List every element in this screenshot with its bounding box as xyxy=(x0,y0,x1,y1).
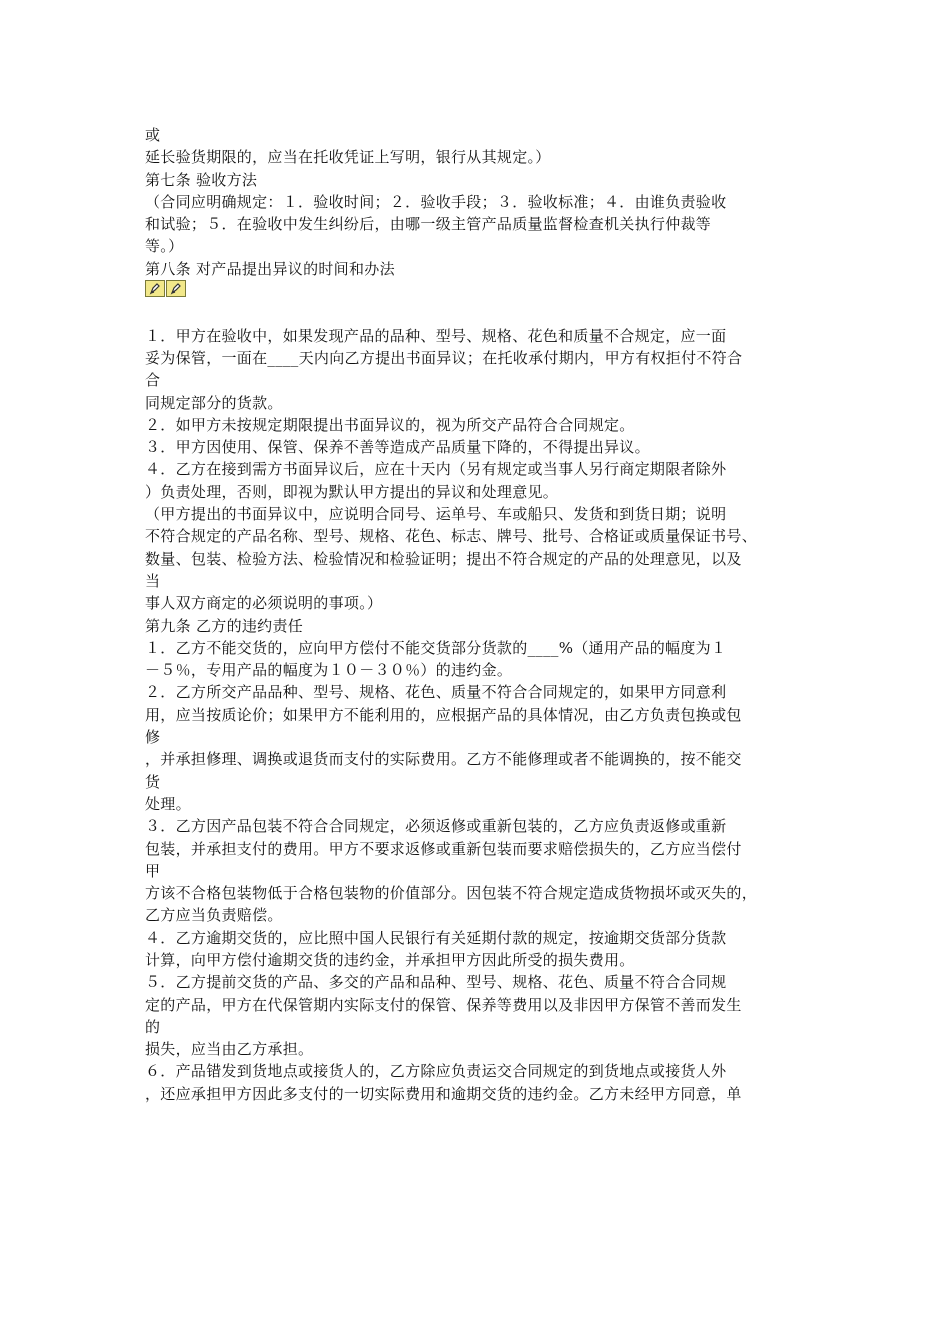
text-line: ２．如甲方未按规定期限提出书面异议的，视为所交产品符合合同规定。 xyxy=(145,415,635,434)
edit-icon[interactable] xyxy=(166,280,186,297)
text-line: 用，应当按质论价；如果甲方不能利用的，应根据产品的具体情况，由乙方负责包换或包 xyxy=(145,705,742,724)
text-line: ，还应承担甲方因此多支付的一切实际费用和逾期交货的违约金。乙方未经甲方同意，单 xyxy=(145,1084,742,1103)
text-line: 妥为保管，一面在____天内向乙方提出书面异议；在托收承付期内，甲方有权拒付不符合 xyxy=(145,348,743,367)
icon-row xyxy=(145,280,825,302)
text-line: 货 xyxy=(145,772,161,791)
text-line: 同规定部分的货款。 xyxy=(145,393,283,412)
text-line: 合 xyxy=(145,371,161,390)
article-heading: 第七条 验收方法 xyxy=(145,170,258,189)
text-line: 甲 xyxy=(145,861,161,880)
text-line: （合同应明确规定：１．验收时间；２．验收手段；３．验收标准；４．由谁负责验收 xyxy=(145,192,727,211)
text-line: 定的产品，甲方在代保管期内实际支付的保管、保养等费用以及非因甲方保管不善而发生 xyxy=(145,995,742,1014)
text-line: 或 xyxy=(145,126,161,144)
text-line: ４．乙方在接到需方书面异议后，应在十天内（另有规定或当事人另行商定期限者除外 xyxy=(145,460,727,479)
blank-line xyxy=(145,302,825,324)
text-line: ）负责处理，否则，即视为默认甲方提出的异议和处理意见。 xyxy=(145,482,559,501)
text-line: 损失，应当由乙方承担。 xyxy=(145,1040,314,1059)
text-line: 的 xyxy=(145,1017,161,1036)
text-line: 当 xyxy=(145,571,161,590)
text-line: 修 xyxy=(145,728,161,747)
text-line: ５．乙方提前交货的产品、多交的产品和品种、型号、规格、花色、质量不符合合同规 xyxy=(145,973,727,992)
text-line: 不符合规定的产品名称、型号、规格、花色、标志、牌号、批号、合格证或质量保证书号、 xyxy=(145,527,758,546)
text-line: ４．乙方逾期交货的，应比照中国人民银行有关延期付款的规定，按逾期交货部分货款 xyxy=(145,928,727,947)
text-line: ２．乙方所交产品品种、型号、规格、花色、质量不符合合同规定的，如果甲方同意利 xyxy=(145,683,727,702)
text-line: （甲方提出的书面异议中，应说明合同号、运单号、车或船只、发货和到货日期；说明 xyxy=(145,505,727,524)
text-line: １．甲方在验收中，如果发现产品的品种、型号、规格、花色和质量不合规定，应一面 xyxy=(145,326,727,345)
text-line: 和试验；５．在验收中发生纠纷后，由哪一级主管产品质量监督检查机关执行仲裁等 xyxy=(145,215,712,234)
text-line: 等。） xyxy=(145,237,184,256)
text-line: 延长验货期限的，应当在托收凭证上写明，银行从其规定。） xyxy=(145,148,551,167)
document-body xyxy=(145,124,825,1105)
text-line: 方该不合格包装物低于合格包装物的价值部分。因包装不符合规定造成货物损坏或灭失的， xyxy=(145,884,758,903)
text-line: ６．产品错发到货地点或接货人的，乙方除应负责运交合同规定的到货地点或接货人外 xyxy=(145,1062,727,1081)
article-heading: 第八条 对产品提出异议的时间和办法 xyxy=(145,259,395,278)
text-line: 处理。 xyxy=(145,794,191,813)
text-line: ，并承担修理、调换或退货而支付的实际费用。乙方不能修理或者不能调换的，按不能交 xyxy=(145,750,742,769)
text-line: 数量、包装、检验方法、检验情况和检验证明；提出不符合规定的产品的处理意见，以及 xyxy=(145,549,742,568)
document-section-before xyxy=(145,124,825,280)
text-line: 包装，并承担支付的费用。甲方不要求返修或重新包装而要求赔偿损失的，乙方应当偿付 xyxy=(145,839,742,858)
text-line: 乙方应当负责赔偿。 xyxy=(145,906,283,925)
text-line: －５％，专用产品的幅度为１０－３０％）的违约金。 xyxy=(145,661,513,680)
text-line: 计算，向甲方偿付逾期交货的违约金，并承担甲方因此所受的损失费用。 xyxy=(145,950,635,969)
text-line: 事人双方商定的必须说明的事项。） xyxy=(145,594,383,613)
text-line: ３．甲方因使用、保管、保养不善等造成产品质量下降的，不得提出异议。 xyxy=(145,438,650,457)
text-line: １．乙方不能交货的，应向甲方偿付不能交货部分货款的____%（通用产品的幅度为１ xyxy=(145,638,727,657)
edit-icon[interactable] xyxy=(145,280,165,297)
document-section-after xyxy=(145,325,825,1105)
text-line: ３．乙方因产品包装不符合合同规定，必须返修或重新包装的，乙方应负责返修或重新 xyxy=(145,817,727,836)
text-line: 第九条 乙方的违约责任 xyxy=(145,616,304,635)
